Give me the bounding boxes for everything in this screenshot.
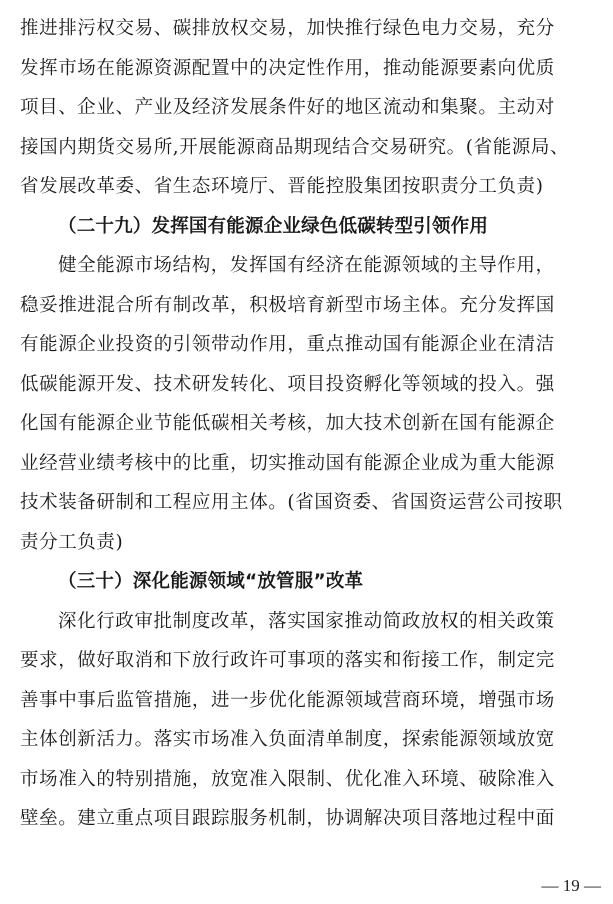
document-page: [20, 0, 603, 839]
paragraph-line: 主体创新活力。落实市场准入负面清单制度，探索能源领域放宽: [20, 729, 555, 750]
paragraph-line: 省发展改革委、省生态环境厅、晋能控股集团按职责分工负责): [20, 176, 544, 197]
paragraph-first-line: 深化行政审批制度改革，落实国家推动简政放权的相关政策: [58, 610, 555, 632]
paragraph-line: 发挥市场在能源资源配置中的决定性作用，推动能源要素向优质: [20, 57, 555, 79]
paragraph-line: 壁垒。建立重点项目跟踪服务机制，协调解决项目落地过程中面: [20, 808, 555, 829]
paragraph-line: 低碳能源开发、技术研发转化、项目投资孵化等领域的投入。强: [20, 373, 555, 395]
paragraph-line: 善事中事后监管措施，进一步优化能源领域营商环境，增强市场: [20, 689, 555, 711]
paragraph-line: 责分工负责): [20, 531, 124, 553]
paragraph-line: 业经营业绩考核中的比重，切实推动国有能源企业成为重大能源: [20, 452, 555, 474]
document-body: [20, 9, 603, 839]
paragraph-line: 项目、企业、产业及经济发展条件好的地区流动和集聚。主动对: [20, 97, 555, 118]
paragraph-line: 有能源企业投资的引领带动作用，重点推动国有能源企业在清洁: [20, 334, 555, 355]
section-heading: （三十）深化能源领域“放管服”改革: [58, 571, 364, 592]
paragraph-first-line: 健全能源市场结构，发挥国有经济在能源领域的主导作用，: [58, 255, 555, 276]
paragraph-line: 要求，做好取消和下放行政许可事项的落实和衔接工作，制定完: [20, 650, 555, 671]
paragraph-line: 稳妥推进混合所有制改革，积极培育新型市场主体。充分发挥国: [20, 294, 555, 316]
paragraph-line: 市场准入的特别措施，放宽准入限制、优化准入环境、破除准入: [20, 768, 555, 790]
page-number: — 19 —: [541, 876, 601, 895]
section-heading: （二十九）发挥国有能源企业绿色低碳转型引领作用: [58, 215, 489, 237]
paragraph-line: 技术装备研制和工程应用主体。(省国资委、省国资运营公司按职: [20, 492, 563, 513]
paragraph-line: 接国内期货交易所,开展能源商品期现结合交易研究。(省能源局、: [20, 136, 570, 158]
paragraph-line: 推进排污权交易、碳排放权交易，加快推行绿色电力交易，充分: [20, 18, 555, 39]
paragraph-line: 化国有能源企业节能低碳相关考核，加大技术创新在国有能源企: [20, 413, 555, 434]
